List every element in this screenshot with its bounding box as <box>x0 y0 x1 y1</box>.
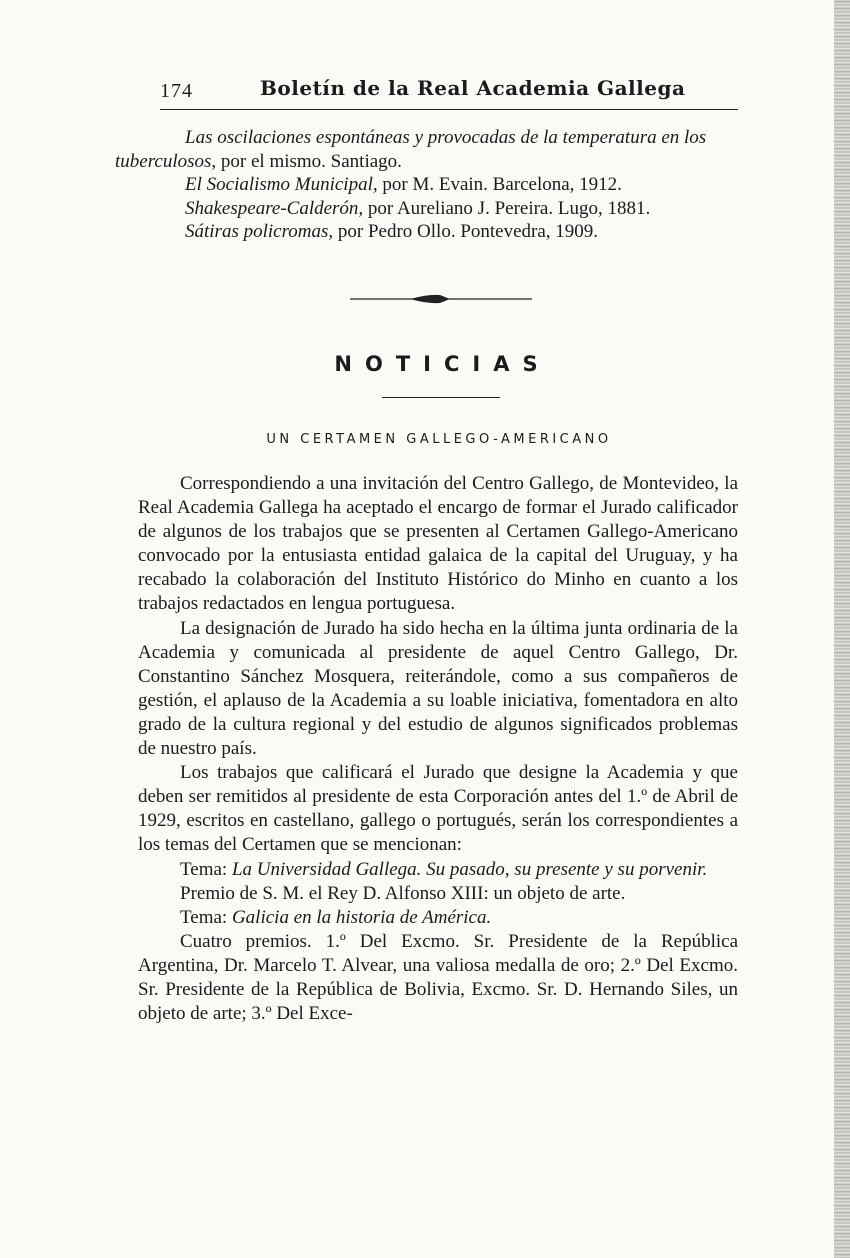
entry-details: por el mismo. Santiago. <box>216 150 402 172</box>
section-title: NOTICIAS <box>334 352 551 376</box>
tema-title: La Universidad Gallega. Su pasado, su presente y su porvenir. <box>231 858 708 880</box>
entry-title: Las oscilaciones espontáneas y provocadas de la temperatura en los tuberculosos, <box>115 127 707 172</box>
entry-details: por M. Evain. Barcelona, 1912. <box>377 174 622 195</box>
tema-title: Galicia en la historia de América. <box>231 906 492 928</box>
paragraph: Cuatro premios. 1.º Del Excmo. Sr. Presidente de la República Argentina, Dr. Marcelo T. Alvear, una valiosa medalla de oro; 2.º Del Excmo. Sr. Presidente de la República de Bolivia, Excmo. Sr. D. Hernando Siles, un objeto de arte; 3.º Del Exce- <box>138 930 738 1025</box>
header-rule <box>160 109 738 110</box>
page-header <box>160 76 738 108</box>
bibliography-entry <box>115 197 755 221</box>
paragraph: La designación de Jurado ha sido hecha en la última junta ordinaria de la Academia y comunicada al presidente de aquel Centro Gallego, Dr. Constantino Sánchez Mosquera, reiterándole, como a sus compañeros de gestión, el aplauso de la Academia a su loable iniciativa, fomentadora en alto grado de la cultura regional y del estudio de algunos significados problemas de nuestro país. <box>138 617 738 760</box>
entry-title: Sátiras policromas, <box>185 221 334 242</box>
running-title: Boletín de la Real Academia Gallega <box>260 76 686 100</box>
tema-line <box>138 858 738 882</box>
article-subtitle: UN CERTAMEN GALLEGO-AMERICANO <box>266 432 612 447</box>
premio-line: Premio de S. M. el Rey D. Alfonso XIII: un objeto de arte. <box>180 882 626 904</box>
article-body <box>138 472 738 1026</box>
bibliography-list <box>115 126 755 244</box>
entry-title: Shakespeare-Calderón, <box>185 197 364 219</box>
scan-edge <box>834 0 850 1258</box>
tema-line <box>138 906 738 930</box>
section-rule <box>382 397 500 398</box>
tema-label: Tema: <box>180 858 232 880</box>
page-number: 174 <box>160 80 193 102</box>
tema-label: Tema: <box>180 906 232 928</box>
entry-details: por Pedro Ollo. Pontevedra, 1909. <box>333 221 599 242</box>
bibliography-entry <box>115 126 755 173</box>
ornament-divider <box>350 291 532 307</box>
entry-details: por Aureliano J. Pereira. Lugo, 1881. <box>363 197 651 219</box>
bibliography-entry <box>115 173 755 197</box>
bibliography-entry <box>115 220 755 244</box>
paragraph: Los trabajos que calificará el Jurado que designe la Academia y que deben ser remitidos al presidente de esta Corporación antes del 1.º de Abril de 1929, escritos en castellano, gallego o portugués, serán los correspondientes a los temas del Certamen que se mencionan: <box>138 762 738 856</box>
entry-title: El Socialismo Municipal, <box>185 174 378 195</box>
paragraph: Correspondiendo a una invitación del Centro Gallego, de Montevideo, la Real Academia Gallega ha aceptado el encargo de formar el Jurado calificador de algunos de los trabajos que se presenten al Certamen Gallego-Americano convocado por la entusiasta entidad galaica de la capital del Uruguay, y ha recabado la colaboración del Instituto Histórico do Minho en cuanto a los trabajos redactados en lengua portuguesa. <box>138 473 738 615</box>
